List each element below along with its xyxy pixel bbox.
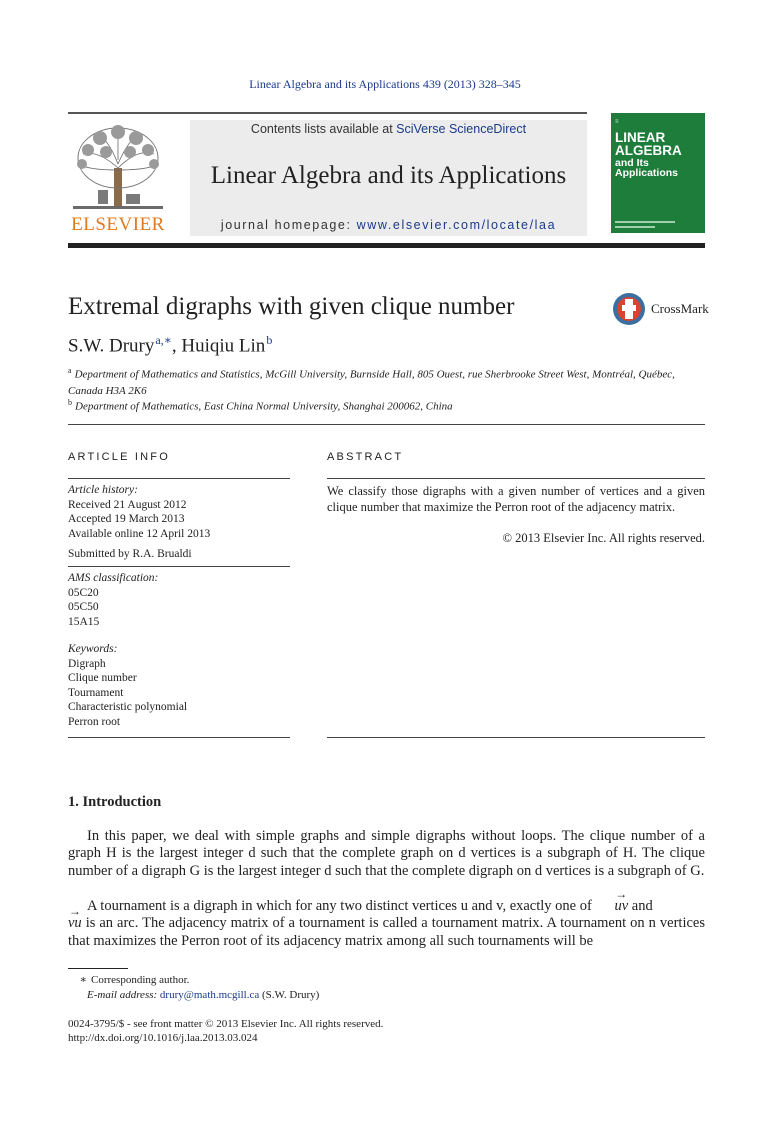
journal-homepage-link[interactable]: www.elsevier.com/locate/laa [356,218,557,232]
arc-vu: → vu [68,915,82,932]
email-link[interactable]: drury@math.mcgill.ca [159,989,260,1001]
footnote-mark: ∗ [79,974,87,986]
keywords-label: Keywords: [68,643,118,655]
section-heading: 1. Introduction [68,794,162,810]
affiliation-text: Department of Mathematics and Statistics, McGill University, Burnside Hall, 805 Ouest, rue Sherbrooke Street West, Montréal, Québec, Canada H3A 2K6 [68,368,675,397]
submitted-by: Submitted by R.A. Brualdi [68,548,192,560]
doi-link[interactable]: http://dx.doi.org/10.1016/j.laa.2013.03.024 [68,1032,258,1044]
intro-paragraph-1 [68,828,705,880]
arc-uv: → uv [595,898,628,915]
received-date: Received 21 August 2012 [68,498,187,511]
paragraph [68,915,705,950]
online-date: Available online 12 April 2013 [68,527,211,540]
divider [68,424,705,425]
abstract-text: We classify those digraphs with a given number of vertices and a given clique number that maximize the Perron root of the adjacency matrix. [327,484,705,514]
issn-line: 0024-3795/$ - see front matter © 2013 Elsevier Inc. All rights reserved. [68,1018,384,1030]
footnote-email [68,988,727,1003]
author-affiliation-marks[interactable]: b [266,333,273,347]
author-list [68,333,272,357]
affiliation-mark: a [68,366,72,375]
abstract-heading: ABSTRACT [327,451,404,463]
author-affiliation-marks[interactable]: a,∗ [155,333,172,347]
divider [68,478,290,479]
ams-code: 05C50 [68,601,99,613]
paper-title: Extremal digraphs with given clique number [68,293,515,320]
cover-decoration [615,221,675,223]
ams-classification [68,571,290,629]
cover-line-2: ALGEBRA [615,143,682,158]
keyword: Tournament [68,686,124,699]
author-name: Huiqiu Lin [181,335,266,357]
keyword: Characteristic polynomial [68,701,188,713]
paragraph: In this paper, we deal with simple graphs and simple digraphs without loops. The clique number of a graph H is the largest integer d such that the complete graph on d vertices is a subgraph of H. The clique number of a digraph G is the largest integer d such that the complete digraph on d vertices is a subgraph of G. [68,828,705,879]
ams-label: AMS classification: [68,572,159,584]
affiliation-a [68,363,708,399]
affiliation-text: Department of Mathematics, East China Normal University, Shanghai 200062, China [75,400,453,413]
cover-mark: ≡ [615,119,619,125]
ams-code: 05C20 [68,586,99,599]
author-name: S.W. Drury [68,335,155,357]
divider [327,737,705,738]
footnote-corresponding [68,973,708,988]
paragraph-text: and [628,898,653,914]
intro-paragraph-2 [68,898,705,950]
homepage-prefix: journal homepage: [220,218,357,232]
email-suffix: (S.W. Drury) [259,989,320,1001]
elsevier-wordmark: ELSEVIER [71,214,165,235]
crossmark-label[interactable]: CrossMark [651,301,709,316]
keyword: Digraph [68,657,106,670]
header-thick-rule [68,243,705,248]
journal-header-box [190,120,587,236]
footnote-rule [68,968,128,969]
divider [327,478,705,479]
email-label: E-mail address: [87,989,160,1001]
cover-line-1: LINEAR [615,130,666,145]
history-label: Article history: [68,484,138,496]
footnote-text: Corresponding author. [91,974,190,986]
ams-code: 15A15 [68,615,100,628]
keyword: Perron root [68,715,121,728]
homepage-line [190,218,587,232]
accepted-date: Accepted 19 March 2013 [68,513,185,525]
affiliation-b [68,395,708,415]
cover-line-3: and Its [615,157,649,169]
paragraph [68,898,705,915]
divider [68,737,290,738]
cover-line-4: Applications [615,167,679,179]
contents-prefix: Contents lists available at [250,122,397,136]
journal-cover-image [611,113,705,233]
contents-line [190,122,587,136]
keywords [68,642,290,729]
sciencedirect-link[interactable]: SciVerse ScienceDirect [396,122,527,136]
cover-decoration [615,226,655,228]
keyword: Clique number [68,672,137,684]
article-history [68,483,290,562]
abstract-copyright: © 2013 Elsevier Inc. All rights reserved. [502,531,705,545]
article-info-heading: ARTICLE INFO [68,451,170,463]
author-separator: , [171,335,182,357]
paragraph-text: is an arc. The adjacency matrix of a tournament is called a tournament matrix. A tournament on n vertices that maximizes the Perron root of its adjacency matrix among all such tournaments will be [68,915,705,949]
paragraph-text: A tournament is a digraph in which for any two distinct vertices u and v, exactly one of [87,898,596,914]
journal-citation[interactable]: Linear Algebra and its Applications 439 (2013) 328–345 [249,77,521,91]
header-top-rule [68,112,587,114]
journal-title: Linear Algebra and its Applications [210,162,567,189]
divider [68,566,290,567]
affiliation-mark: b [68,398,72,407]
